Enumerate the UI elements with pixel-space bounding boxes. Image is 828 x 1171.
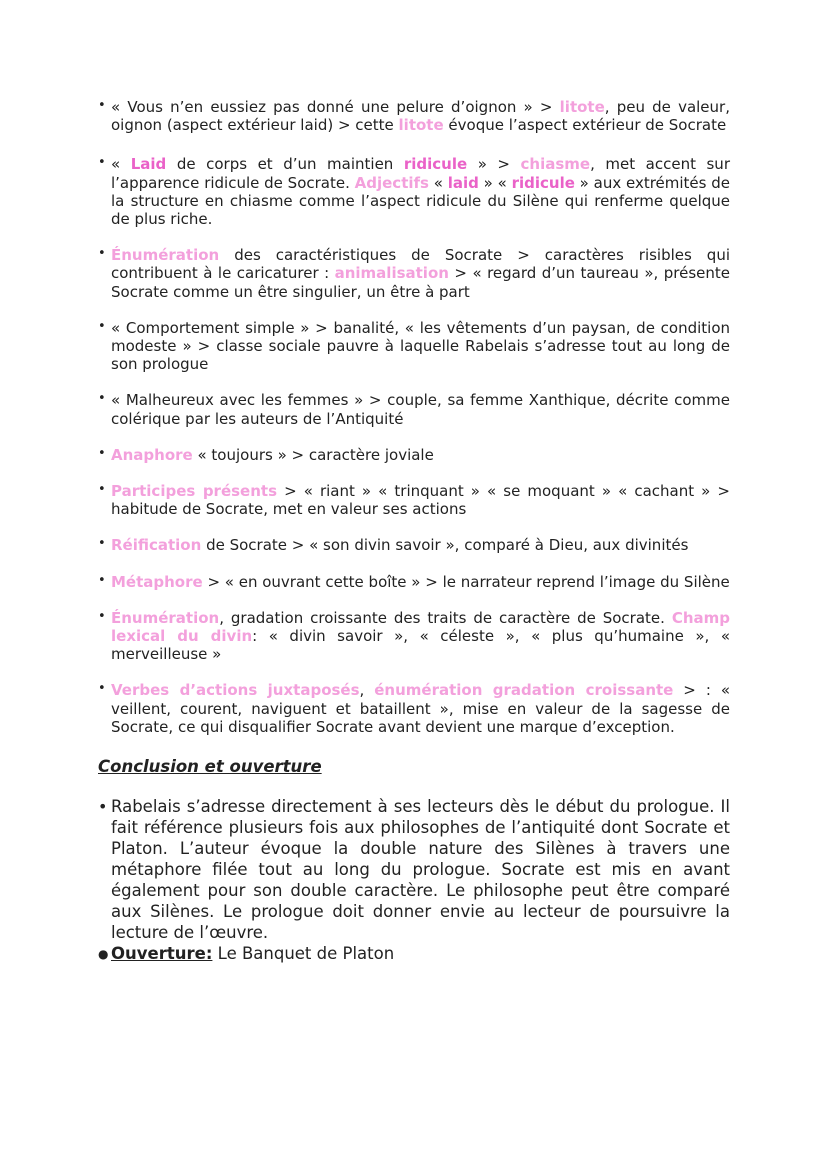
section-heading: Conclusion et ouverture <box>98 757 322 777</box>
highlighted-term: chiasme <box>520 155 591 174</box>
bullet-text: : « divin savoir », « céleste », « plus qu’humaine », « merveilleuse » <box>111 627 730 664</box>
highlighted-term: litote <box>398 116 444 135</box>
bullet-text: , gradation croissante des traits de caractère de Socrate. <box>219 608 672 627</box>
bullet-text: « <box>428 173 448 192</box>
highlighted-term: Participes présents <box>111 482 277 501</box>
bullet-text: de Socrate > « son divin savoir », comparé à Dieu, aux divinités <box>201 536 689 555</box>
bullet-text: « toujours » > caractère joviale <box>192 445 434 464</box>
bullet-text: > : « veillent, courent, naviguent et bataillent », mise en valeur de la sagesse de Socrate, ce qui disqualifier Socrate avant devient une marque d’exception. <box>111 681 730 736</box>
bullet-text: « Vous n’en eussiez pas donné une pelure d’oignon » > <box>111 98 560 116</box>
conclusion-paragraph: • Rabelais s’adresse directement à ses lecteurs dès le début du prologue. Il fait référence plusieurs fois aux philosophes de l’antiquité dont Socrate et Platon. L’auteur évoque la double nature des Silènes à travers une métaphore filée tout au long du prologue. Socrate est mis en avant également pour son double caractère. Le philosophe peut être comparé aux Silènes. Le prologue doit donner envie au lecteur de poursuivre la lecture de l’œuvre. <box>98 796 730 943</box>
bullet-text: « Malheureux avec les femmes » > couple, sa femme Xanthique, décrite comme colérique par les auteurs de l’Antiquité <box>111 391 730 428</box>
bullet-item <box>98 573 730 591</box>
bullet-item <box>98 446 730 464</box>
bullet-item <box>98 482 730 518</box>
highlighted-term: litote <box>559 98 605 116</box>
highlighted-term: animalisation <box>334 264 449 283</box>
ouverture-line <box>98 943 730 964</box>
bullet-text: , peu de valeur, oignon (aspect extérieur laid) > cette <box>111 98 730 135</box>
ouverture-text: Le Banquet de Platon <box>212 944 395 964</box>
highlighted-term: énumération gradation croissante <box>374 681 674 700</box>
bullet-text: » > <box>467 155 521 174</box>
bullet-item <box>98 536 730 554</box>
bullet-list <box>98 98 730 736</box>
highlighted-term: Verbes d’actions juxtaposés <box>111 681 360 700</box>
bullet-item <box>98 319 730 374</box>
bullet-item <box>98 246 730 301</box>
bullet-text: évoque l’aspect extérieur de Socrate <box>443 116 727 135</box>
highlighted-term: Énumération <box>111 246 220 265</box>
bullet-item <box>98 681 730 736</box>
highlighted-term: ridicule <box>403 155 468 174</box>
highlighted-term: laid <box>447 173 479 192</box>
bullet-text: » aux extrémités de la structure en chiasme comme l’aspect ridicule du Silène qui renferme quelque de plus riche. <box>111 173 731 229</box>
highlighted-term: Anaphore <box>111 445 193 464</box>
bullet-text: , met accent sur l’apparence ridicule de Socrate. <box>111 155 730 192</box>
bullet-item <box>98 98 730 134</box>
bullet-text: de corps et d’un maintien <box>166 155 404 174</box>
highlighted-term: Métaphore <box>111 572 203 591</box>
bullet-text: > « riant » « trinquant » « se moquant » « cachant » > habitude de Socrate, met en valeur ses actions <box>111 482 730 519</box>
highlighted-term: Champ lexical du divin <box>111 608 730 646</box>
bullet-text: > « regard d’un taureau », présente Socrate comme un être singulier, un être à part <box>111 264 730 301</box>
bullet-text: » « <box>478 173 512 192</box>
highlighted-term: Adjectifs <box>354 173 429 192</box>
highlighted-term: Laid <box>130 155 167 174</box>
highlighted-term: Réification <box>111 536 202 555</box>
highlighted-term: Énumération <box>111 608 220 627</box>
highlighted-term: ridicule <box>511 173 575 192</box>
bullet-text: « Comportement simple » > banalité, « les vêtements d’un paysan, de condition modeste » > classe sociale pauvre à laquelle Rabelais s’adresse tout au long de son prologue <box>111 318 730 374</box>
bullet-text: > « en ouvrant cette boîte » > le narrateur reprend l’image du Silène <box>202 572 730 591</box>
bullet-item <box>98 155 730 228</box>
bullet-text: « <box>111 155 131 174</box>
ouverture-label: Ouverture: <box>111 944 213 964</box>
bullet-item <box>98 391 730 427</box>
document-page <box>98 98 730 964</box>
bullet-item <box>98 609 730 664</box>
bullet-text: des caractéristiques de Socrate > caractères risibles qui contribuent à le caricaturer : <box>111 246 730 283</box>
bullet-text: , <box>359 681 375 700</box>
